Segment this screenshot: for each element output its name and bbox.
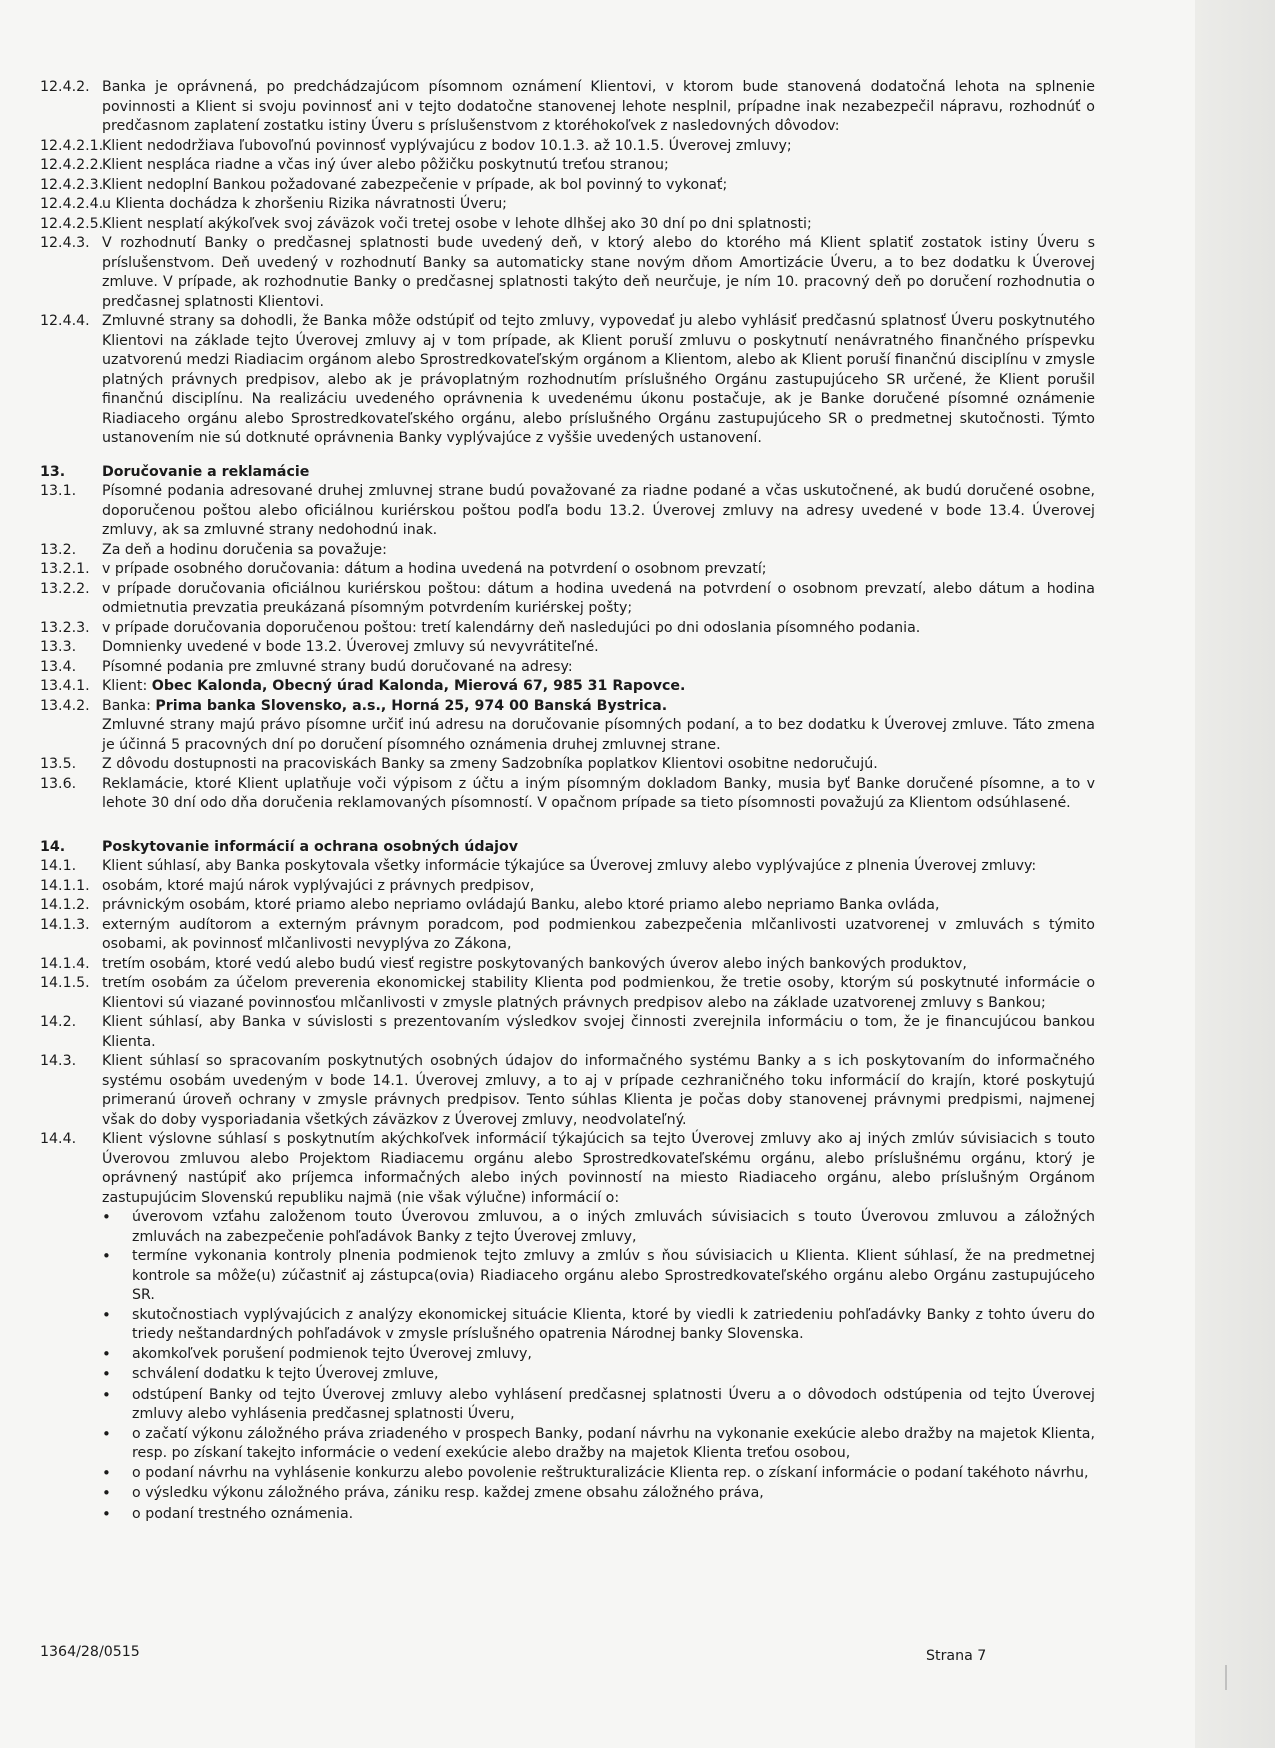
clause-text: tretím osobám za účelom preverenia ekonomickej stability Klienta pod podmienkou, že tretie osoby, ktorým sú poskytnuté informácie o Klientovi sú viazané povinnosťou mlčanlivosti v zmysle platných právnych predpisov alebo na základe uzatvorenej zmluvy s Bankou;: [102, 975, 1095, 1011]
clause-number: 13.2.3.: [40, 619, 90, 636]
clause: [40, 1052, 1095, 1130]
clause-text: Klient výslovne súhlasí s poskytnutím akýchkoľvek informácií týkajúcich sa tejto Úverovej zmluvy ako aj iných zmlúv súvisiacich s touto Úverovou zmluvou alebo Projektom Riadiacemu orgánu alebo Sprostredkovateľskému orgánu, alebo príslušnému orgánu, ktorý je oprávnený nastúpiť ako príjemca informačných alebo iných povinností na miesto Riadiaceho orgánu, alebo príslušným Orgánom zastupujúcim Slovenskú republiku najmä (nie však výlučne) informácií o:: [102, 1131, 1095, 1206]
clause-text: Klient súhlasí, aby Banka v súvislosti s prezentovaním výsledkov svojej činnosti zverejnila informáciu o tom, že je financujúcou bankou Klienta.: [102, 1014, 1095, 1050]
clause: [40, 580, 1095, 619]
bullet-icon: [102, 1208, 132, 1247]
clause: [40, 1130, 1095, 1208]
clause: [40, 234, 1095, 312]
clause: [40, 176, 1095, 196]
clause-number: 12.4.2.2.: [40, 157, 104, 173]
clause: [40, 560, 1095, 580]
bank-label: Banka:: [102, 697, 151, 714]
clause-number: 12.4.2.1.: [40, 137, 104, 154]
list-item: [102, 1464, 1095, 1485]
section-14-heading: [40, 838, 1095, 858]
bullet-icon: [102, 1505, 132, 1526]
clause-text: V rozhodnutí Banky o predčasnej splatnosti bude uvedený deň, v ktorý alebo do ktorého má Klient splatiť zostatok istiny Úveru s príslušenstvom. Deň uvedený v rozhodnutí Banky sa automaticky stane novým dňom Amortizácie Úveru, a to bez dodatku k Úverovej zmluve. V prípade, ak rozhodnutie Banky o predčasnej splatnosti takýto deň neurčuje, je ním 10. pracovný deň po doručení rozhodnutia o predčasnej splatnosti Klientovi.: [102, 235, 1095, 310]
list-item-text: úverovom vzťahu založenom touto Úverovou zmluvou, a o iných zmluvách súvisiacich s touto Úverovou zmluvou a záložných zmluvách na zabezpečenie pohľadávok Banky z tejto Úverovej zmluvy,: [132, 1209, 1095, 1245]
clause-number: 12.4.2.5.: [40, 215, 104, 232]
bullet-icon: [102, 1247, 132, 1306]
bullet-icon: [102, 1484, 132, 1505]
section-14-items: [40, 857, 1095, 1525]
clause: [40, 541, 1095, 561]
list-item-text: skutočnostiach vyplývajúcich z analýzy ekonomickej situácie Klienta, ktoré by viedli k zatriedeniu pohľadávky Banky z tohto úveru do triedy neštandardných pohľadávok v zmysle príslušného opatrenia Národnej banky Slovenska.: [132, 1306, 1095, 1342]
clause-text: Klient súhlasí so spracovaním poskytnutých osobných údajov do informačného systému Banky a s ich poskytovaním do informačného systému osobám uvedeným v bode 14.1. Úverovej zmluvy, a to aj v prípade cezhraničného toku informácií do krajín, ktoré poskytujú primeranú úroveň ochrany v zmysle právnych predpisov. Tento súhlas Klienta je počas doby stanovenej právnymi predpismi, najmenej však do doby vysporiadania všetkých záväzkov z Úverovej zmluvy, neodvolateľný.: [102, 1053, 1095, 1128]
bullet-icon: [102, 1345, 132, 1366]
clause-number: 14.1.5.: [40, 975, 90, 991]
clause: [40, 877, 1095, 897]
section-13-heading: [40, 463, 1095, 483]
clause-number: 12.4.4.: [40, 313, 90, 329]
section-number: 14.: [40, 838, 66, 855]
list-item: [102, 1484, 1095, 1505]
clause-text: v prípade osobného doručovania: dátum a hodina uvedená na potvrdení o osobnom prevzatí;: [102, 561, 767, 577]
clause: [40, 137, 1095, 157]
clause-text: Klient nesplatí akýkoľvek svoj záväzok voči tretej osobe v lehote dlhšej ako 30 dní po dni splatnosti;: [102, 215, 812, 232]
list-item: [102, 1345, 1095, 1366]
clause: [40, 955, 1095, 975]
address-change-note: [40, 716, 1095, 755]
section-13-items: [40, 482, 1095, 814]
clause-number: 12.4.2.4.: [40, 196, 104, 212]
document-number: 1364/28/0515: [40, 1644, 140, 1660]
clause-number: 14.1.2.: [40, 897, 90, 913]
clause: [40, 896, 1095, 916]
bank-address: Prima banka Slovensko, a.s., Horná 25, 974 00 Banská Bystrica.: [155, 697, 668, 714]
clause-text: Zmluvné strany majú právo písomne určiť inú adresu na doručovanie písomných podaní, a to bez dodatku k Úverovej zmluve. Táto zmena je účinná 5 pracovných dní po doručení písomného oznámenia druhej zmluvnej strane.: [102, 717, 1095, 753]
bullet-icon: [102, 1386, 132, 1425]
clause-number: 14.1.1.: [40, 877, 90, 894]
clause-number: 14.2.: [40, 1014, 77, 1030]
clause: [40, 974, 1095, 1013]
list-item: [102, 1208, 1095, 1247]
page-number: Strana 7: [926, 1648, 987, 1664]
clause-text: Klient nedoplní Bankou požadované zabezpečenie v prípade, ak bol povinný to vykonať;: [102, 176, 728, 193]
clause-number: 13.5.: [40, 756, 77, 772]
client-label: Klient:: [102, 678, 148, 694]
list-item: [102, 1425, 1095, 1464]
clause-number: 12.4.2.: [40, 79, 90, 95]
list-item-text: o začatí výkonu záložného práva zriadeného v prospech Banky, podaní návrhu na vykonanie exekúcie alebo dražby na majetok Klienta, resp. po získaní takejto informácie o vedení exekúcie alebo dražby na majetok Klienta treťou osobou,: [132, 1425, 1096, 1461]
clause-text: Klient nespláca riadne a včas iný úver alebo pôžičku poskytnutú treťou stranou;: [102, 157, 669, 173]
clause-text: Klient nedodržiava ľubovoľnú povinnosť vyplývajúcu z bodov 10.1.3. až 10.1.5. Úverovej zmluvy;: [102, 137, 792, 154]
clause-number: 13.6.: [40, 775, 77, 792]
bullet-list: [102, 1208, 1095, 1525]
clause-number: 13.4.: [40, 658, 77, 675]
bullet-icon: [102, 1365, 132, 1386]
section-12-items: [40, 78, 1095, 449]
list-item-text: o výsledku výkonu záložného práva, zániku resp. každej zmene obsahu záložného práva,: [132, 1485, 764, 1501]
clause-text: osobám, ktoré majú nárok vyplývajúci z právnych predpisov,: [102, 877, 535, 894]
clause-text: externým audítorom a externým právnym poradcom, pod podmienkou zabezpečenia mlčanlivosti uzatvorenej v zmluvách s týmito osobami, ak povinnosť mlčanlivosti nevyplýva zo Zákona,: [102, 916, 1095, 952]
list-item-text: o podaní návrhu na vyhlásenie konkurzu alebo povolenie reštrukturalizácie Klienta rep. o získaní informácie o podaní takéhoto návrhu,: [132, 1464, 1089, 1481]
clause-text: v prípade doručovania doporučenou poštou: tretí kalendárny deň nasledujúci po dni odoslania písomného podania.: [102, 619, 921, 636]
clause-number: 13.2.: [40, 541, 77, 558]
clause-number: 13.3.: [40, 639, 77, 655]
clause-text: Za deň a hodinu doručenia sa považuje:: [102, 541, 387, 558]
clause-number: 13.2.1.: [40, 561, 90, 577]
clause-number: 12.4.3.: [40, 235, 90, 251]
bullet-icon: [102, 1425, 132, 1464]
list-item: [102, 1505, 1095, 1526]
clause-text: Klient súhlasí, aby Banka poskytovala všetky informácie týkajúce sa Úverovej zmluvy alebo vyplývajúce z plnenia Úverovej zmluvy:: [102, 858, 1037, 874]
clause-text: u Klienta dochádza k zhoršeniu Rizika návratnosti Úveru;: [102, 196, 507, 212]
clause: [40, 658, 1095, 678]
list-item-text: termíne vykonania kontroly plnenia podmienok tejto zmluvy a zmlúv s ňou súvisiacich u Klienta. Klient súhlasí, že na predmetnej kontrole sa môže(u) zúčastniť aj zástupca(ovia) Riadiaceho orgánu alebo Sprostredkovateľského orgánu alebo Orgánu zastupujúceho SR.: [132, 1248, 1095, 1303]
scan-margin: [1195, 0, 1275, 1748]
clause: [40, 619, 1095, 639]
list-item: [102, 1386, 1095, 1425]
bullet-icon: [102, 1306, 132, 1345]
clause: [40, 195, 1095, 215]
section-title: Poskytovanie informácií a ochrana osobných údajov: [102, 838, 518, 855]
clause-text: Zmluvné strany sa dohodli, že Banka môže odstúpiť od tejto zmluvy, vypovedať ju alebo vyhlásiť predčasnú splatnosť Úveru poskytnutého Klientovi na základe tejto Úverovej zmluvy aj v tom prípade, ak Klient poruší zmluvu o poskytnutí nenávratného finančného príspevku uzatvorenú medzi Riadiacim orgánom alebo Sprostredkovateľským orgánom a Klientom, alebo ak Klient poruší finančnú disciplínu v zmysle platných právnych predpisov, alebo ak je právoplatným rozhodnutím príslušného Orgánu zastupujúceho SR určené, že Klient porušil finančnú disciplínu. Na realizáciu uvedeného oprávnenia k uvedenému úkonu postačuje, ak je Banke doručené písomné oznámenie Riadiaceho orgánu alebo Sprostredkovateľského orgánu, alebo príslušného Orgánu zastupujúceho SR o predmetnej skutočnosti. Týmto ustanovením nie sú dotknuté oprávnenia Banky vyplývajúce z vyššie uvedených ustanovení.: [102, 313, 1095, 446]
bank-address-clause: [40, 697, 1095, 717]
section-number: 13.: [40, 463, 66, 480]
clause: [40, 916, 1095, 955]
list-item: [102, 1306, 1095, 1345]
clause: [40, 638, 1095, 658]
clause-number: 14.1.: [40, 858, 77, 874]
clause-text: Banka je oprávnená, po predchádzajúcom písomnom oznámení Klientovi, v ktorom bude stanovená dodatočná lehota na splnenie povinnosti a Klient si svoju povinnosť ani v tejto dodatočne stanovenej lehote nesplnil, prípadne inak nezabezpečil nápravu, rozhodnúť o predčasnom zaplatení zostatku istiny Úveru s príslušenstvom z ktoréhokoľvek z nasledovných dôvodov:: [102, 79, 1095, 134]
list-item: [102, 1247, 1095, 1306]
list-item-text: odstúpení Banky od tejto Úverovej zmluvy alebo vyhlásení predčasnej splatnosti Úveru a o dôvodoch odstúpenia od tejto Úverovej zmluvy alebo vyhlásenia predčasnej splatnosti Úveru,: [132, 1386, 1095, 1422]
clause: [40, 857, 1095, 877]
clause: [40, 1013, 1095, 1052]
clause: [40, 215, 1095, 235]
clause-text: Písomné podania adresované druhej zmluvnej strane budú považované za riadne podané a včas uskutočnené, ak budú doručené osobne, doporučenou poštou alebo oficiálnou kuriérskou poštou podľa bodu 13.2. Úverovej zmluvy na adresy uvedené v bode 13.4. Úverovej zmluvy, ak sa zmluvné strany nedohodnú inak.: [102, 483, 1095, 538]
client-address: Obec Kalonda, Obecný úrad Kalonda, Mierová 67, 985 31 Rapovce.: [151, 678, 686, 694]
clause-number: 14.1.4.: [40, 955, 90, 972]
clause-text: v prípade doručovania oficiálnou kuriérskou poštou: dátum a hodina uvedená na potvrdení o osobnom prevzatí, alebo dátum a hodina odmietnutia prevzatia preukázaná písomným potvrdením kuriérskej pošty;: [102, 580, 1095, 616]
clause-text: Reklamácie, ktoré Klient uplatňuje voči výpisom z účtu a iným písomným dokladom Banky, musia byť Banke doručené písomne, a to v lehote 30 dní odo dňa doručenia reklamovaných písomností. V opačnom prípade sa tieto písomnosti považujú za Klientom odsúhlasené.: [102, 775, 1095, 811]
section-title: Doručovanie a reklamácie: [102, 463, 310, 480]
clause: [40, 482, 1095, 541]
list-item-text: schválení dodatku k tejto Úverovej zmluve,: [132, 1366, 439, 1382]
clause-number: 14.4.: [40, 1131, 77, 1147]
clause-text: Z dôvodu dostupnosti na pracoviskách Banky sa zmeny Sadzobníka poplatkov Klientovi osobitne nedoručujú.: [102, 756, 878, 772]
clause: [40, 312, 1095, 449]
client-address-clause: [40, 677, 1095, 697]
clause-text: tretím osobám, ktoré vedú alebo budú viesť registre poskytovaných bankových úverov alebo iných bankových produktov,: [102, 955, 967, 972]
clause-number: 13.2.2.: [40, 580, 90, 597]
bullet-list-wrapper: [40, 1208, 1095, 1525]
clause-number: 13.4.2.: [40, 697, 90, 714]
clause-number: 14.1.3.: [40, 916, 90, 933]
clause-number: 14.3.: [40, 1053, 77, 1069]
clause-text: Domnienky uvedené v bode 13.2. Úverovej zmluvy sú nevyvrátiteľné.: [102, 639, 599, 655]
bullet-icon: [102, 1464, 132, 1485]
clause: [40, 78, 1095, 137]
clause: [40, 156, 1095, 176]
clause-number: 12.4.2.3.: [40, 176, 104, 193]
clause-text: Písomné podania pre zmluvné strany budú doručované na adresy:: [102, 658, 573, 675]
clause-text: právnickým osobám, ktoré priamo alebo nepriamo ovládajú Banku, alebo ktoré priamo alebo nepriamo Banka ovláda,: [102, 897, 940, 913]
clause-number: 13.1.: [40, 483, 77, 499]
list-item-text: o podaní trestného oznámenia.: [132, 1505, 354, 1522]
list-item-text: akomkoľvek porušení podmienok tejto Úverovej zmluvy,: [132, 1345, 532, 1362]
scan-artifact: [1225, 1665, 1227, 1690]
clause: [40, 775, 1095, 814]
list-item: [102, 1365, 1095, 1386]
clause: [40, 755, 1095, 775]
document-body: [40, 78, 1095, 1525]
clause-number: 13.4.1.: [40, 678, 90, 694]
